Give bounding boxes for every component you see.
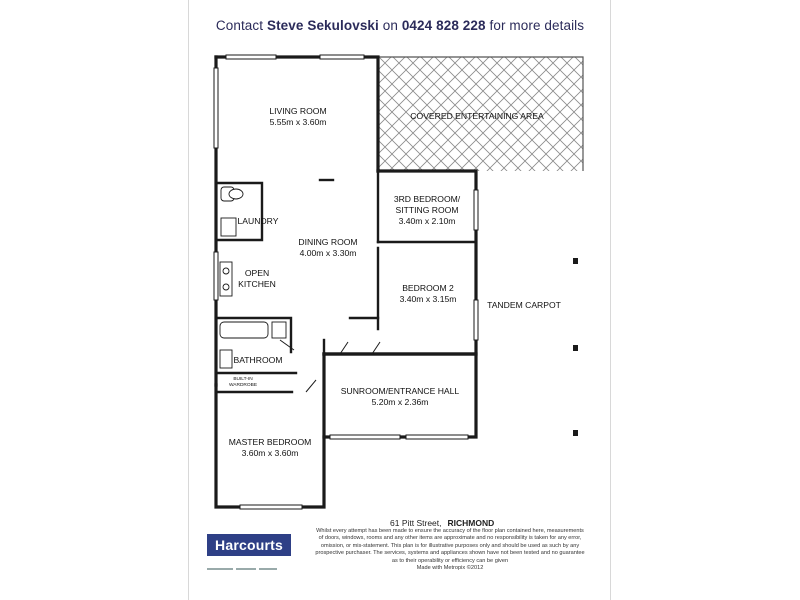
basin-icon	[272, 322, 286, 338]
room-sunroom: SUNROOM/ENTRANCE HALL 5.20m x 2.36m	[340, 386, 460, 408]
logo-tagline	[207, 557, 291, 563]
agent-name: Steve Sekulovski	[266, 18, 379, 33]
room-wardrobe: BUILT-IN WARDROBE	[228, 377, 258, 388]
bathtub-icon	[220, 322, 268, 338]
kitchen-sink-icon	[220, 262, 232, 296]
room-bathroom: BATHROOM	[233, 355, 283, 365]
room-kitchen: OPEN KITCHEN	[238, 268, 276, 290]
carport-posts	[573, 258, 578, 436]
disclaimer: Whilst every attempt has been made to ensure the accuracy of the floor plan contained here, measurements of doors, windows, rooms and any other items are approximate and no responsibility is taken for any error, omission, or mis-statement. This plan is for illustrative purposes only and should be used as such by any prospective purchaser. The services, systems and appliances shown have not been tested and no guarantee as to their operability or efficiency can be given Made with Metropix ©2012	[315, 528, 585, 571]
room-bedroom3: 3RD BEDROOM/ SITTING ROOM 3.40m x 2.10m	[393, 194, 461, 227]
room-laundry: LAUNDRY	[237, 216, 279, 226]
contact-prefix: Contact	[215, 18, 264, 33]
room-carport: TANDEM CARPOT	[487, 300, 561, 310]
contact-on: on	[382, 18, 398, 33]
property-address: 61 Pitt Street, RICHMOND	[390, 518, 495, 528]
room-living: LIVING ROOM 5.55m x 3.60m	[269, 106, 327, 128]
room-entertaining: COVERED ENTERTAINING AREA	[410, 111, 544, 121]
contact-suffix: for more details	[489, 18, 585, 33]
agent-phone: 0424 828 228	[401, 18, 486, 33]
room-master: MASTER BEDROOM 3.60m x 3.60m	[228, 437, 312, 459]
room-bedroom2: BEDROOM 2 3.40m x 3.15m	[399, 283, 457, 305]
room-dining: DINING ROOM 4.00m x 3.30m	[298, 237, 358, 259]
harcourts-logo: Harcourts	[207, 534, 291, 556]
doors	[280, 340, 380, 392]
toilet-bowl-icon	[229, 189, 243, 199]
